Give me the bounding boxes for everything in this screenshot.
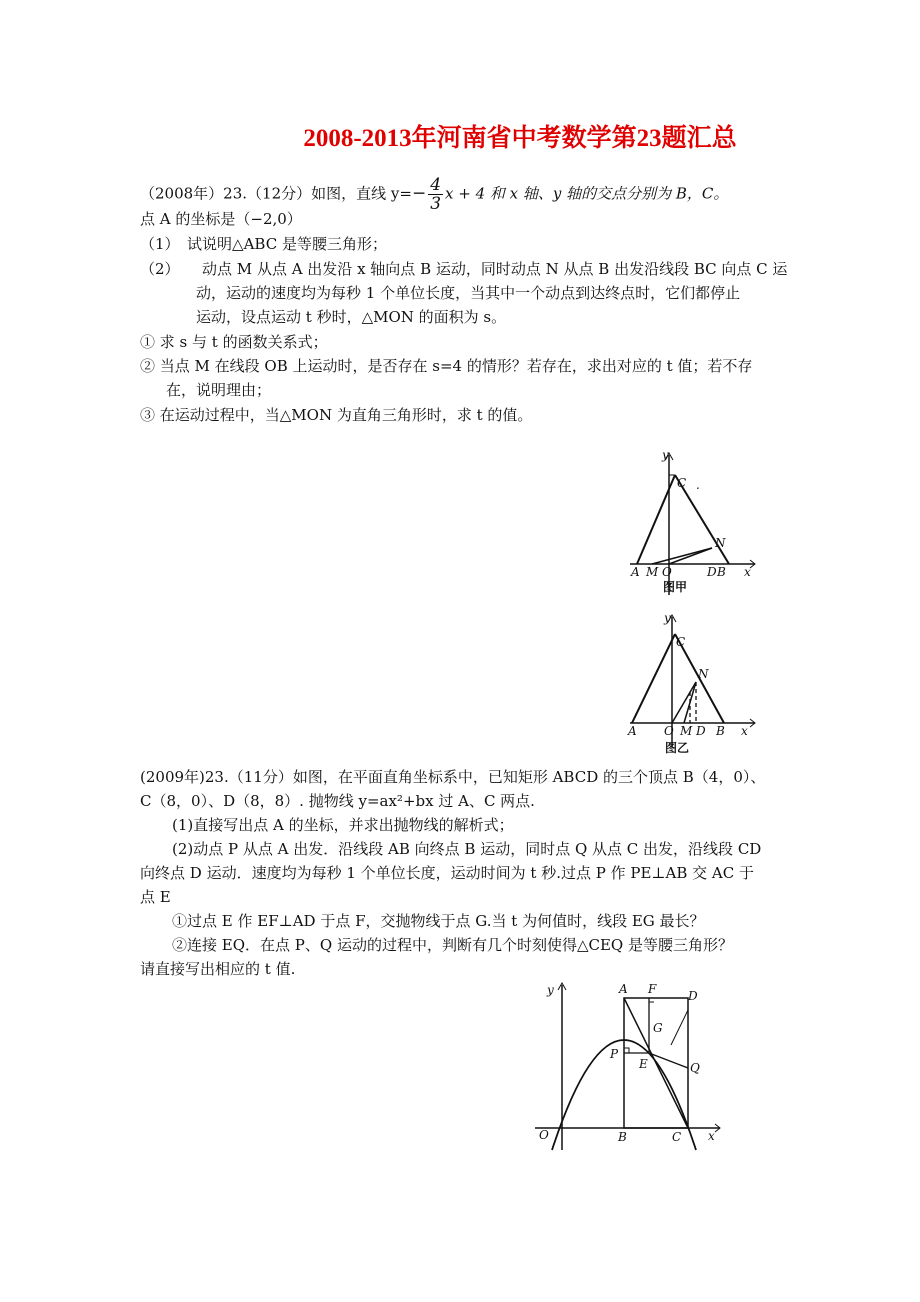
q2009-sub2: ②连接 EQ．在点 P、Q 运动的过程中，判断有几个时刻使得△CEQ 是等腰三角形？	[172, 936, 733, 954]
caption-yi: 图乙	[665, 741, 690, 755]
label-n: N	[715, 536, 726, 550]
label-n: N	[698, 667, 709, 681]
q2009-sub2-tail: 请直接写出相应的 t 值.	[140, 960, 296, 978]
segment-on	[672, 682, 696, 723]
label-x: x	[741, 724, 748, 738]
label-y: y	[662, 448, 669, 462]
q2009-part2-line3: 点 E	[140, 888, 171, 906]
label-a: A	[631, 565, 640, 579]
label-g: G	[653, 1021, 663, 1035]
label-a: A	[628, 724, 637, 738]
caption-jia: 图甲	[663, 580, 688, 594]
q2009-part2-line2: 向终点 D 运动．速度均为每秒 1 个单位长度，运动时间为 t 秒.过点 P 作 PE⊥AB 交 AC 于	[140, 864, 754, 882]
page-title: 2008-2013年河南省中考数学第23题汇总	[303, 125, 737, 152]
q2008-sub2-line1: ② 当点 M 在线段 OB 上运动时，是否存在 s=4 的情形？若存在，求出对应的 t 值；若不存	[140, 357, 753, 375]
q2008-part2-line2: 动，运动的速度均为每秒 1 个单位长度，当其中一个动点到达终点时，它们都停止	[196, 284, 741, 302]
label-d: D	[696, 724, 706, 738]
q2008-intro-a: （2008年）23.（12分）如图，直线 y=	[140, 184, 412, 203]
q2008-point-a: 点 A 的坐标是（−2,0）	[140, 210, 302, 228]
label-p: P	[610, 1047, 619, 1061]
label-x: x	[708, 1129, 715, 1143]
label-y: y	[664, 611, 671, 625]
q2008-frac-sign: −	[411, 183, 427, 204]
label-m: M	[680, 724, 693, 738]
q2008-intro-b: x + 4 和 x 轴、y 轴的交点分别为 B，C。	[445, 184, 729, 203]
chord	[671, 1010, 688, 1045]
label-m: M	[646, 565, 659, 579]
q2008-part2-line3: 运动，设点运动 t 秒时，△MON 的面积为 s。	[196, 308, 507, 326]
label-dot: .	[696, 478, 700, 492]
q2008-frac-num: 4	[430, 175, 442, 195]
label-o: O	[662, 565, 672, 579]
label-b: B	[618, 1130, 627, 1144]
q2009-line2: C（8，0）、D（8，8）. 抛物线 y=ax²+bx 过 A、C 两点.	[140, 792, 535, 810]
label-c: C	[677, 476, 687, 490]
label-f: F	[648, 982, 657, 996]
q2008-sub3: ③ 在运动过程中，当△MON 为直角三角形时，求 t 的值。	[140, 406, 533, 424]
q2008-sub1: ① 求 s 与 t 的函数关系式；	[140, 333, 328, 351]
label-y: y	[547, 983, 554, 997]
side-ac	[632, 634, 675, 723]
label-b: B	[717, 565, 726, 579]
q2009-line1: (2009年)23.（11分）如图，在平面直角坐标系中，已知矩形 ABCD 的三个顶点 B（4，0）、	[140, 768, 766, 786]
segment-on	[669, 548, 712, 564]
q2008-part1: （1） 试说明△ABC 是等腰三角形；	[140, 235, 387, 253]
diagonal-ac	[624, 998, 688, 1128]
label-x: x	[744, 565, 751, 579]
figure-2009	[530, 980, 730, 1155]
q2008-frac-den: 3	[430, 194, 442, 214]
label-o: O	[664, 724, 674, 738]
q2008-part2-line1: （2） 动点 M 从点 A 出发沿 x 轴向点 B 运动，同时动点 N 从点 B 出发沿线段 BC 向点 C 运	[140, 260, 788, 278]
label-d: D	[688, 989, 698, 1003]
figure-yi	[620, 612, 765, 757]
label-b: B	[716, 724, 725, 738]
label-o: O	[539, 1128, 549, 1142]
label-a: A	[619, 982, 628, 996]
q2009-part1: (1)直接写出点 A 的坐标，并求出抛物线的解析式；	[172, 816, 514, 834]
segment-mn	[652, 548, 712, 564]
q2008-sub2-line2: 在，说明理由；	[166, 381, 272, 399]
figure-jia	[620, 445, 765, 600]
label-q: Q	[690, 1061, 700, 1075]
label-d: D	[707, 565, 717, 579]
label-e: E	[639, 1057, 648, 1071]
q2008-fraction	[428, 176, 443, 213]
q2009-part2-line1: (2)动点 P 从点 A 出发．沿线段 AB 向终点 B 运动，同时点 Q 从点 C 出发，沿线段 CD	[172, 840, 762, 858]
q2009-sub1: ①过点 E 作 EF⊥AD 于点 F，交抛物线于点 G.当 t 为何值时，线段 EG 最长？	[172, 912, 705, 930]
label-c: C	[672, 1130, 682, 1144]
label-c: C	[676, 635, 686, 649]
